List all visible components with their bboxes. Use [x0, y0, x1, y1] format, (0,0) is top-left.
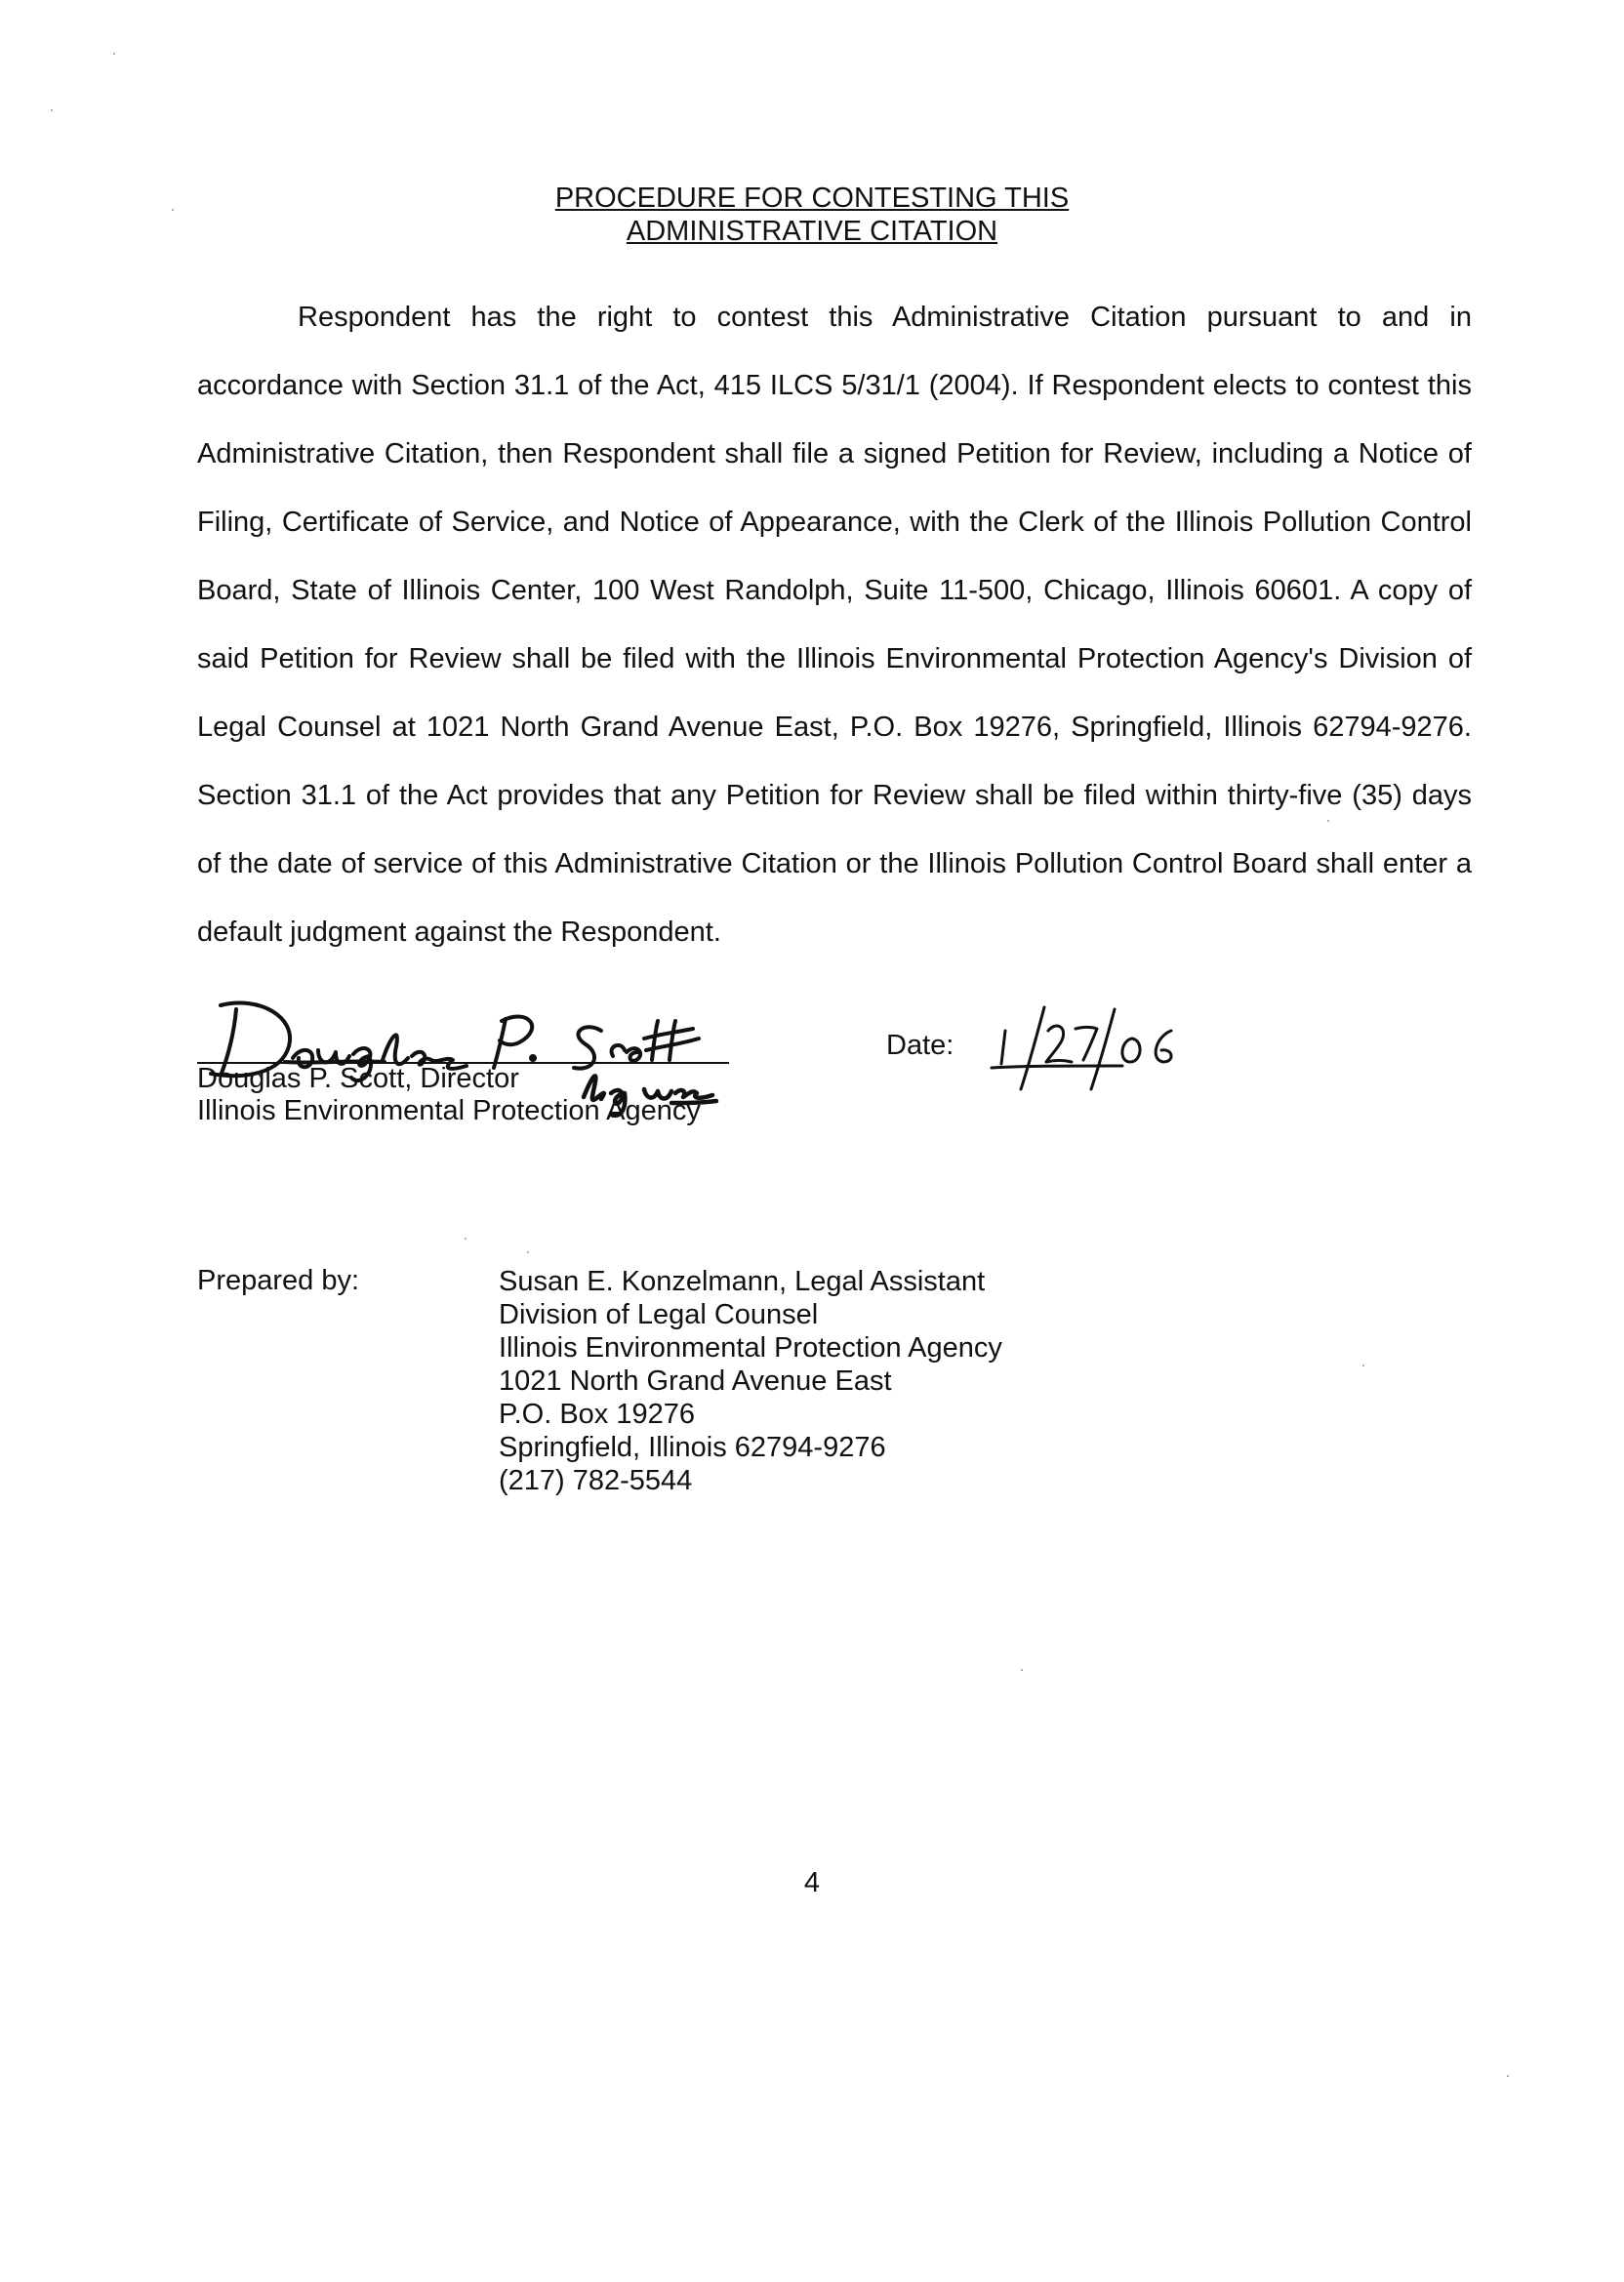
scan-speck: [527, 1251, 529, 1253]
signer-name-title: Douglas P. Scott, Director: [197, 1063, 519, 1094]
scan-speck: [1507, 2075, 1509, 2077]
scan-speck: [465, 1238, 467, 1240]
procedure-paragraph: Respondent has the right to contest this Administrative Citation pursuant to and in accordance with Section 31.1 of the Act, 415 ILCS 5/31/1 (2004). If Respondent elects to contest this Administrative Citation, then Respondent shall file a signed Petition for Review, including a Notice of Filing, Certificate of Service, and Notice of Appearance, with the Clerk of the Illinois Pollution Control Board, State of Illinois Center, 100 West Randolph, Suite 11-500, Chicago, Illinois 60601. A copy of said Petition for Review shall be filed with the Illinois Environmental Protection Agency's Division of Legal Counsel at 1021 North Grand Avenue East, P.O. Box 19276, Springfield, Illinois 62794-9276. Section 31.1 of the Act provides that any Petition for Review shall be filed within thirty-five (35) days of the date of service of this Administrative Citation or the Illinois Pollution Control Board shall enter a default judgment against the Respondent.: [197, 302, 1472, 948]
prepared-by-block: [499, 1265, 1002, 1497]
scan-speck: [51, 109, 53, 111]
signer-agency: Illinois Environmental Protection Agency: [197, 1095, 701, 1126]
page-number: 4: [803, 1867, 821, 1898]
preparer-name: Susan E. Konzelmann, Legal Assistant: [499, 1266, 986, 1297]
preparer-city: Springfield, Illinois 62794-9276: [499, 1432, 886, 1463]
scan-speck: [172, 209, 174, 211]
scan-speck: [113, 53, 115, 55]
preparer-street: 1021 North Grand Avenue East: [499, 1365, 892, 1397]
date-label: Date:: [886, 1030, 954, 1061]
scan-speck: [1362, 1365, 1364, 1366]
scan-speck: [1021, 1669, 1023, 1671]
scan-speck: [1327, 820, 1329, 822]
preparer-phone: (217) 782-5544: [499, 1465, 693, 1496]
preparer-agency: Illinois Environmental Protection Agency: [499, 1332, 1002, 1364]
document-title-line-1: PROCEDURE FOR CONTESTING THIS: [554, 183, 1070, 214]
preparer-division: Division of Legal Counsel: [499, 1299, 819, 1330]
handwritten-date: [986, 988, 1210, 1095]
document-title-line-2: ADMINISTRATIVE CITATION: [626, 216, 998, 247]
preparer-po-box: P.O. Box 19276: [499, 1399, 696, 1430]
prepared-by-label: Prepared by:: [197, 1265, 360, 1296]
